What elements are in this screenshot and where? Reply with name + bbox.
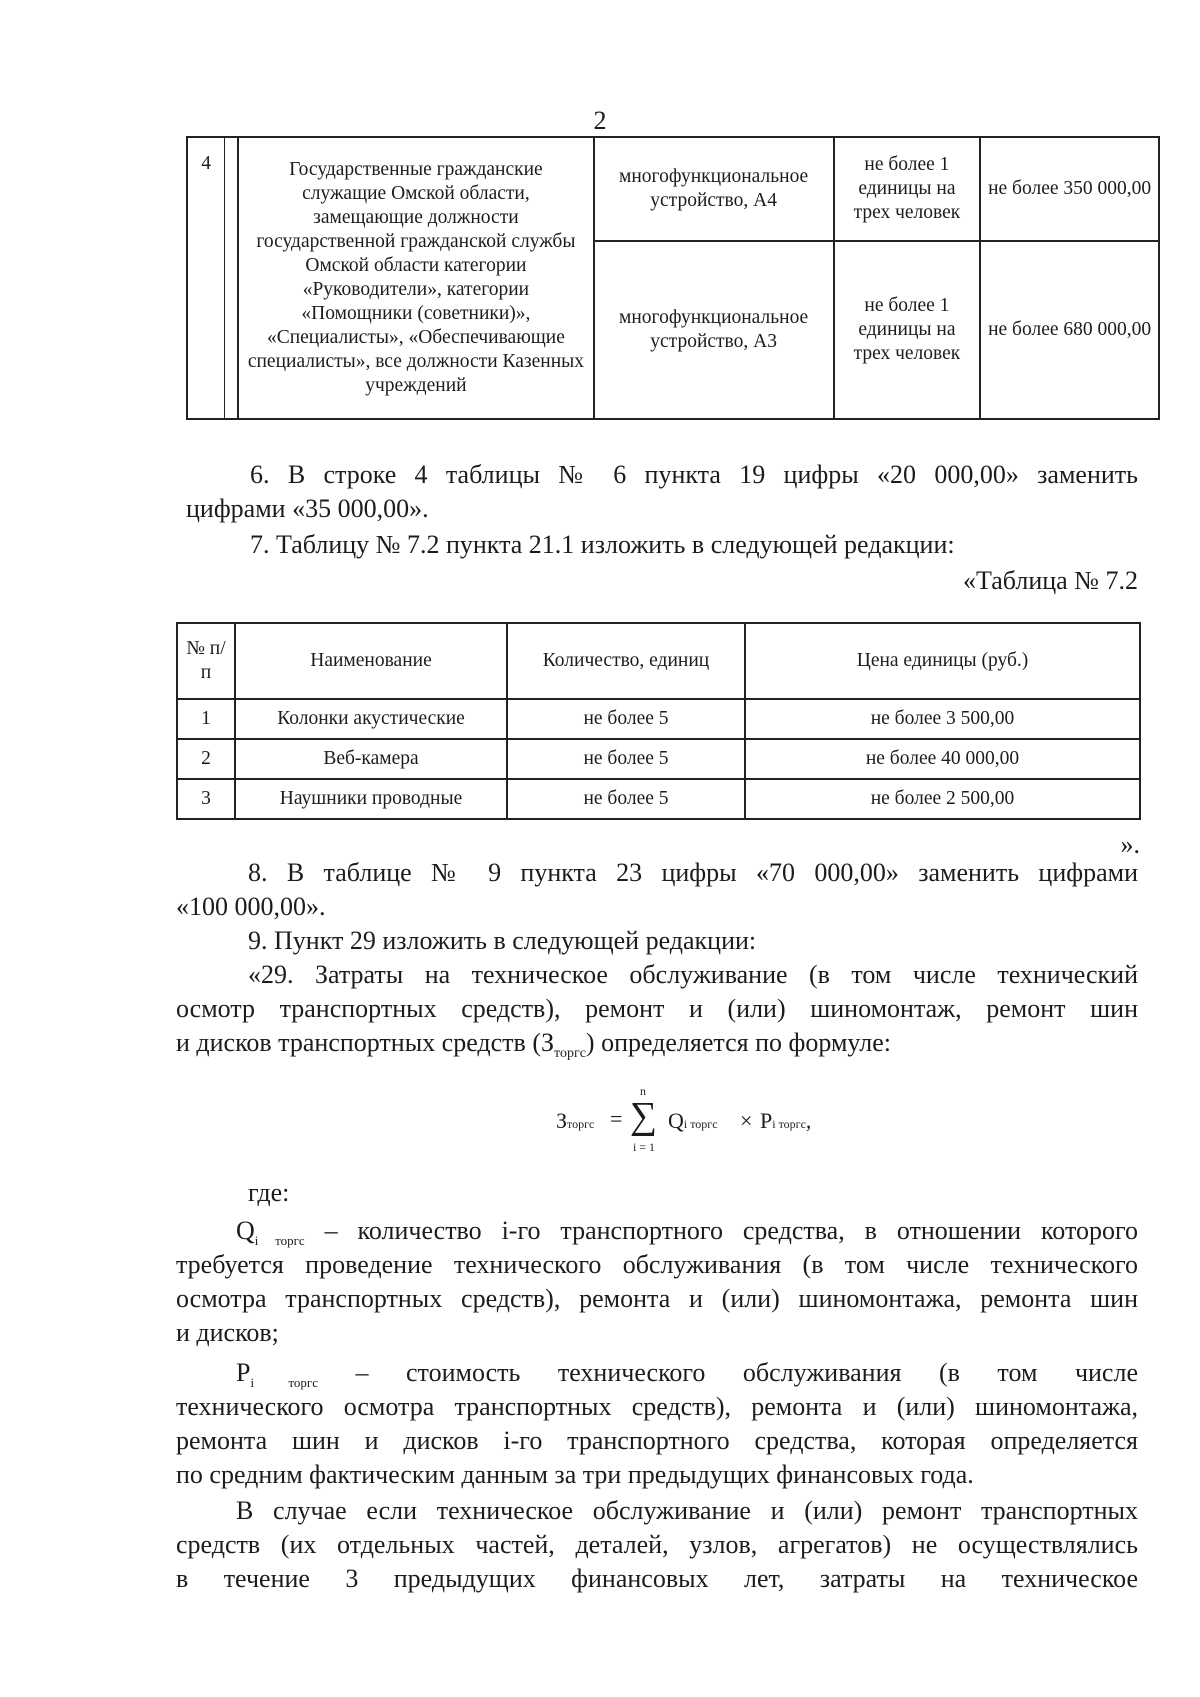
formula-subscript: i торгс (772, 1117, 806, 1131)
equipment-table (176, 622, 1141, 820)
device-cell: многофункциональное устройство, А3 (594, 241, 834, 419)
last-paragraph-line3: в течение 3 предыдущих финансовых лет, затраты на техническое (176, 1564, 1138, 1593)
formula-symbol: З (556, 1108, 568, 1133)
p-symbol: P (236, 1358, 251, 1387)
formula-comma: , (805, 1108, 812, 1133)
paragraph-8-line2: «100 000,00». (176, 892, 326, 921)
where-label: где: (248, 1178, 290, 1207)
sum-upper-limit: n (640, 1084, 646, 1098)
formula-subscript: i торгс (683, 1117, 718, 1131)
cell-number: 2 (177, 739, 235, 779)
table-row (177, 699, 1140, 739)
last-paragraph-line1: В случае если техническое обслуживание и (или) ремонт транспортных (236, 1496, 1138, 1525)
q-definition-line4: и дисков; (176, 1318, 279, 1347)
cell-price: не более 3 500,00 (745, 699, 1140, 739)
formula-equals: = (610, 1106, 623, 1131)
formula-lhs (556, 1108, 594, 1134)
subscript: торгс (554, 1046, 586, 1062)
table-caption: «Таблица № 7.2 (962, 566, 1138, 595)
quantity-cell: не более 1 единицы на трех человек (834, 241, 981, 419)
formula-subscript: торгс (567, 1117, 595, 1131)
p-definition-line3: ремонта шин и дисков i-го транспортного средства, которая определяется (176, 1426, 1138, 1455)
formula (556, 1080, 856, 1160)
cell-name: Колонки акустические (235, 699, 507, 739)
cell-number: 3 (177, 779, 235, 819)
formula-symbol: Q (668, 1108, 684, 1133)
paragraph-6-line2: цифрами «35 000,00». (186, 494, 429, 523)
header-name: Наименование (235, 623, 507, 699)
table-header-row (177, 623, 1140, 699)
page-number: 2 (593, 106, 607, 135)
text-part: и дисков транспортных средств (З (176, 1028, 555, 1057)
paragraph-9: 9. Пункт 29 изложить в следующей редакции: (248, 926, 757, 955)
p-definition-line2: технического осмотра транспортных средств), ремонта и (или) шиномонтажа, (176, 1392, 1138, 1421)
paragraph-6-line1: 6. В строке 4 таблицы № 6 пункта 19 цифры «20 000,00» заменить (250, 460, 1138, 489)
spacer-cell (225, 137, 239, 419)
formula-q (668, 1108, 718, 1134)
closing-quote: ». (1120, 830, 1140, 859)
q-definition-line3: осмотра транспортных средств), ремонта и (или) шиномонтажа, ремонта шин (176, 1284, 1138, 1313)
paragraph-29-line1: «29. Затраты на техническое обслуживание (в том числе технический (248, 960, 1138, 989)
cell-price: не более 2 500,00 (745, 779, 1140, 819)
table-row (177, 739, 1140, 779)
paragraph-8-line1: 8. В таблице № 9 пункта 23 цифры «70 000,00» заменить цифрами (248, 858, 1138, 887)
sum-sign: ∑ (630, 1095, 658, 1137)
text-part: ) определяется по формуле: (585, 1028, 892, 1057)
row-number: 4 (187, 137, 225, 419)
header-number: № п/п (177, 623, 235, 699)
cell-quantity: не более 5 (507, 779, 745, 819)
price-cell: не более 680 000,00 (980, 241, 1159, 419)
table-row (177, 779, 1140, 819)
last-paragraph-line2: средств (их отдельных частей, деталей, узлов, агрегатов) не осуществлялись (176, 1530, 1138, 1559)
cell-name: Веб-камера (235, 739, 507, 779)
cell-number: 1 (177, 699, 235, 739)
paragraph-29-line2: осмотр транспортных средств), ремонт и (или) шиномонтаж, ремонт шин (176, 994, 1138, 1023)
p-definition-line4: по средним фактическим данным за три предыдущих финансовых года. (176, 1460, 974, 1489)
header-price: Цена единицы (руб.) (745, 623, 1140, 699)
formula-times: × (740, 1108, 753, 1133)
formula-p (760, 1108, 811, 1134)
p-subscript: i торгс (250, 1375, 318, 1391)
q-symbol: Q (236, 1216, 255, 1245)
cell-quantity: не более 5 (507, 699, 745, 739)
price-cell: не более 350 000,00 (980, 137, 1159, 241)
position-cell: Государственные гражданские служащие Омской области, замещающие должности государственной гражданской службы Омской области категории «Руководители», категории «Помощники (советники)», «Специалисты», «Обеспечивающие специалисты», все должности Казенных учреждений (238, 137, 593, 419)
allowance-table (186, 136, 1160, 420)
header-quantity: Количество, единиц (507, 623, 745, 699)
text-part: – стоимость технического обслуживания (в том числе (317, 1358, 1138, 1387)
sum-lower-limit: i = 1 (632, 1140, 656, 1154)
q-definition-line2: требуется проведение технического обслуживания (в том числе технического (176, 1250, 1138, 1279)
q-subscript: i торгс (254, 1233, 305, 1249)
device-cell: многофункциональное устройство, А4 (594, 137, 834, 241)
cell-name: Наушники проводные (235, 779, 507, 819)
paragraph-29-line3 (176, 1026, 891, 1071)
text-part: – количество i-го транспортного средства, в отношении которого (304, 1216, 1138, 1245)
paragraph-7: 7. Таблицу № 7.2 пункта 21.1 изложить в следующей редакции: (250, 530, 955, 559)
cell-price: не более 40 000,00 (745, 739, 1140, 779)
table-row (187, 137, 1159, 241)
cell-quantity: не более 5 (507, 739, 745, 779)
quantity-cell: не более 1 единицы на трех человек (834, 137, 981, 241)
formula-symbol: P (760, 1108, 773, 1133)
